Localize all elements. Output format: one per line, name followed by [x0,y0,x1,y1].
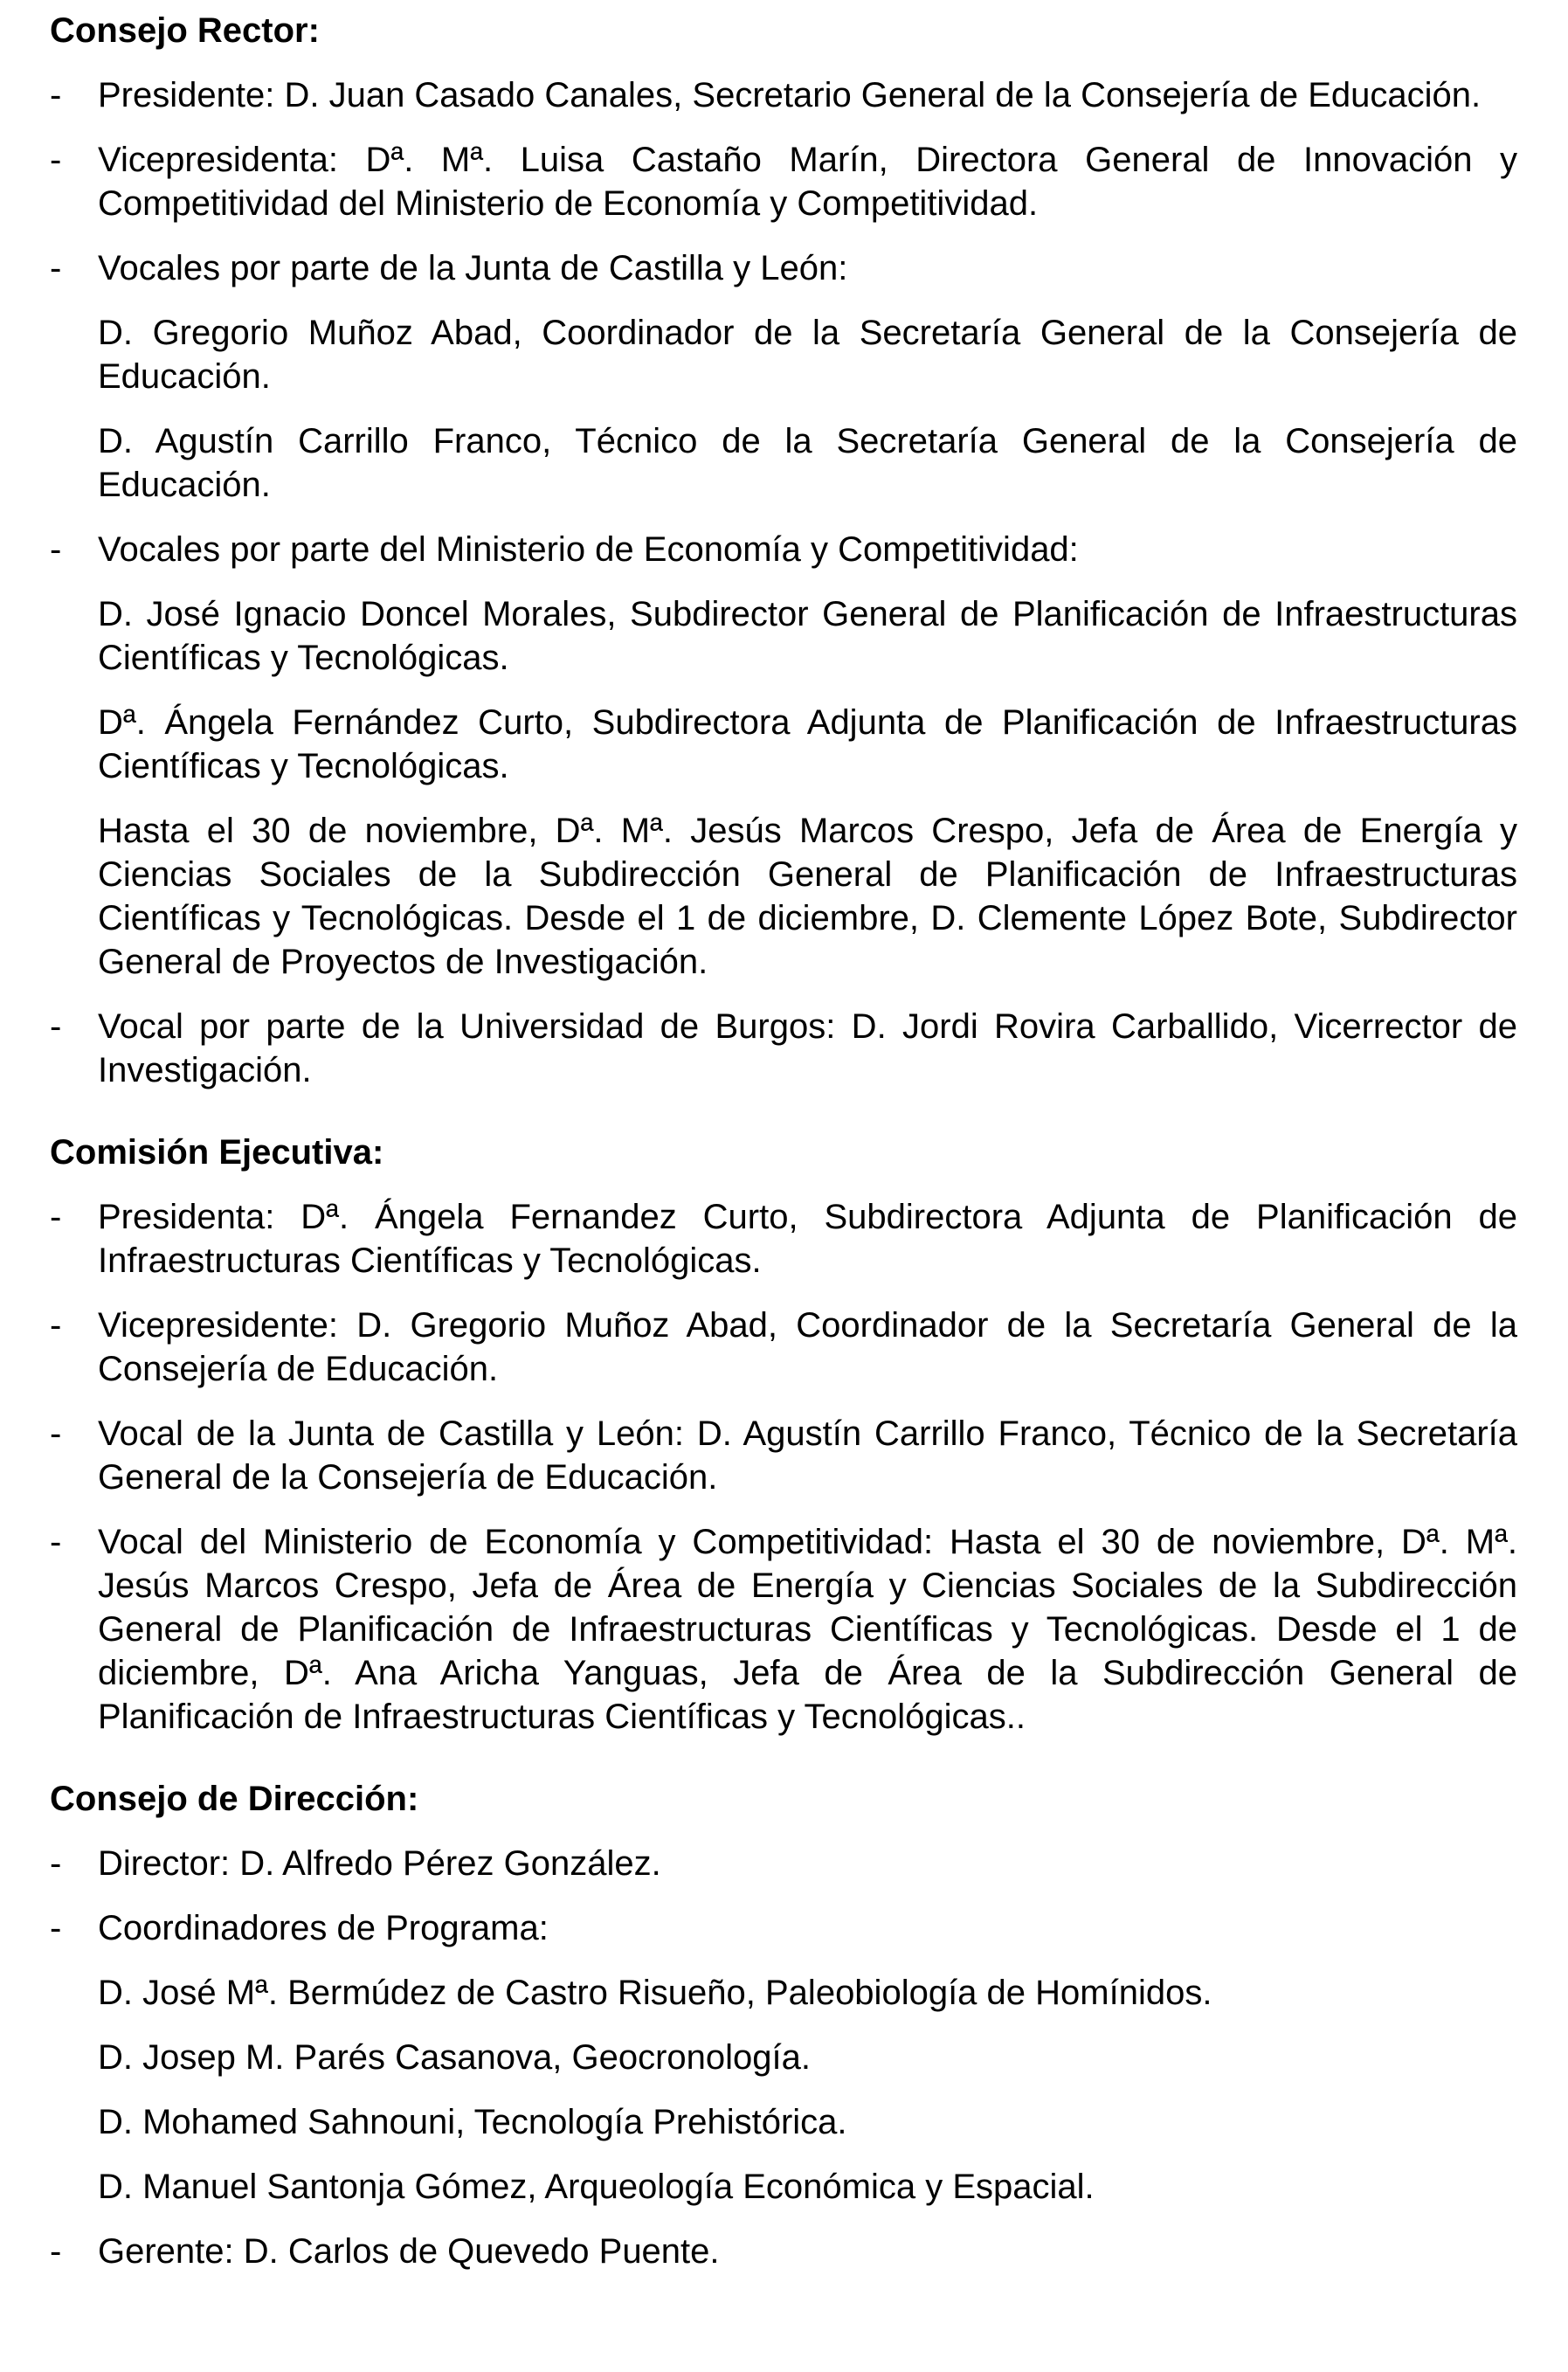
section-heading: Comisión Ejecutiva: [50,1133,384,1172]
sub-item: Dª. Ángela Fernández Curto, Subdirectora Adjunta de Planificación de Infraestructuras Científicas y Tecnológicas. [98,703,1517,785]
item-text: Presidente: D. Juan Casado Canales, Secretario General de la Consejería de Educación. [98,76,1482,114]
item-text: Coordinadores de Programa: [98,1909,549,1947]
list-item [50,1195,1517,1283]
item-text: Director: D. Alfredo Pérez González. [98,1844,661,1883]
item-text: Vocal del Ministerio de Economía y Competitividad: Hasta el 30 de noviembre, Dª. Mª. Jesús Marcos Crespo, Jefa de Área de Energía y Ciencias Sociales de la Subdirección General de Planificación de Infraestructuras Científicas y Tecnológicas. Desde el 1 de diciembre, Dª. Ana Aricha Yanguas, Jefa de Área de la Subdirección General de Planificación de Infraestructuras Científicas y Tecnológicas.. [98,1523,1517,1736]
bullet: - [50,1007,62,1046]
section-consejo-direccion [50,1777,1517,2273]
sub-item: D. Manuel Santonja Gómez, Arqueología Económica y Espacial. [98,2168,1095,2206]
bullet: - [50,1523,62,1561]
bullet: - [50,2232,62,2271]
sub-item: D. José Mª. Bermúdez de Castro Risueño, Paleobiología de Homínidos. [98,1974,1212,2012]
bullet: - [50,530,62,569]
list-item [50,73,1517,117]
sub-item: D. Agustín Carrillo Franco, Técnico de la Secretaría General de la Consejería de Educación. [98,422,1517,504]
bullet: - [50,249,62,287]
bullet: - [50,1909,62,1947]
item-text: Vocales por parte del Ministerio de Economía y Competitividad: [98,530,1079,569]
bullet: - [50,1198,62,1236]
list-item [50,138,1517,225]
list-item [50,2230,1517,2273]
section-consejo-rector [50,0,1517,1092]
item-text: Gerente: D. Carlos de Quevedo Puente. [98,2232,720,2271]
list-item [50,1412,1517,1499]
section-heading: Consejo de Dirección: [50,1780,419,1818]
document-page [50,0,1517,2273]
sub-item: Hasta el 30 de noviembre, Dª. Mª. Jesús Marcos Crespo, Jefa de Área de Energía y Ciencias Sociales de la Subdirección General de Planificación de Infraestructuras Científicas y Tecnológicas. Desde el 1 de diciembre, D. Clemente López Bote, Subdirector General de Proyectos de Investigación. [98,812,1517,981]
sub-item: D. José Ignacio Doncel Morales, Subdirector General de Planificación de Infraestructuras Científicas y Tecnológicas. [98,595,1517,677]
list-item [50,1304,1517,1391]
sub-item: D. Mohamed Sahnouni, Tecnología Prehistórica. [98,2103,847,2141]
section-heading: Consejo Rector: [50,11,320,50]
list-item [50,528,1517,571]
bullet: - [50,1306,62,1345]
item-text: Vocales por parte de la Junta de Castilla y León: [98,249,848,287]
bullet: - [50,1414,62,1453]
list-item [50,1842,1517,1885]
item-text: Vocal de la Junta de Castilla y León: D. Agustín Carrillo Franco, Técnico de la Secretaría General de la Consejería de Educación. [98,1414,1517,1497]
sub-item: D. Josep M. Parés Casanova, Geocronología. [98,2038,811,2077]
item-text: Vicepresidenta: Dª. Mª. Luisa Castaño Marín, Directora General de Innovación y Competitividad del Ministerio de Economía y Competitividad. [98,141,1517,223]
list-item [50,246,1517,290]
list-item [50,1520,1517,1739]
sub-item: D. Gregorio Muñoz Abad, Coordinador de la Secretaría General de la Consejería de Educación. [98,314,1517,396]
bullet: - [50,1844,62,1883]
bullet: - [50,76,62,114]
item-text: Vocal por parte de la Universidad de Burgos: D. Jordi Rovira Carballido, Vicerrector de Investigación. [98,1007,1517,1089]
list-item [50,1005,1517,1092]
item-text: Vicepresidente: D. Gregorio Muñoz Abad, Coordinador de la Secretaría General de la Consejería de Educación. [98,1306,1517,1388]
section-comision-ejecutiva [50,1131,1517,1739]
item-text: Presidenta: Dª. Ángela Fernandez Curto, Subdirectora Adjunta de Planificación de Infraestructuras Científicas y Tecnológicas. [98,1198,1517,1280]
bullet: - [50,141,62,179]
list-item [50,1906,1517,1950]
